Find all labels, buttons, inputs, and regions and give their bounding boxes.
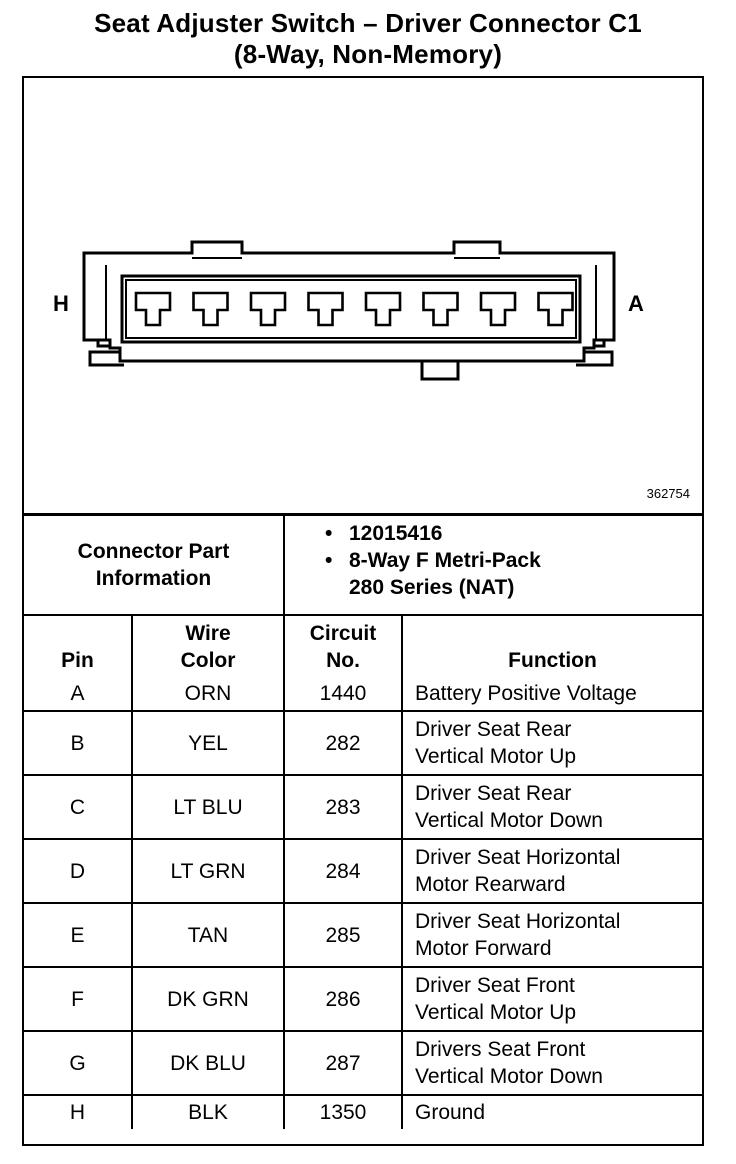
wire-color-cell: YEL: [132, 711, 284, 775]
pin-cell: D: [24, 839, 132, 903]
pin-rows: [24, 677, 702, 1129]
pin-cell: F: [24, 967, 132, 1031]
function-cell: [402, 711, 702, 775]
pin-cell: B: [24, 711, 132, 775]
connector-bottom-key: [422, 361, 458, 379]
table-header-row: [24, 615, 702, 677]
connector-info-values: [284, 516, 702, 615]
function-line-1: Driver Seat Front: [415, 974, 575, 997]
circuit-cell: 284: [284, 839, 402, 903]
pin-cell: A: [24, 677, 132, 711]
header-function: Function: [402, 615, 702, 677]
table-row: [24, 839, 702, 903]
function-line-1: Driver Seat Horizontal: [415, 846, 621, 869]
title-line-1: Seat Adjuster Switch – Driver Connector C1: [94, 8, 642, 38]
circuit-cell: 286: [284, 967, 402, 1031]
function-line-1: Driver Seat Rear: [415, 782, 572, 805]
connector-info-row: [24, 516, 702, 615]
connector-part-number: • 12015416: [325, 522, 443, 545]
function-line-1: Driver Seat Horizontal: [415, 910, 621, 933]
header-wire-color: Wire Color: [132, 615, 284, 677]
connector-type: • 8-Way F Metri-Pack: [325, 549, 541, 572]
pin-end-label-right: A: [628, 291, 644, 316]
wire-color-cell: LT BLU: [132, 775, 284, 839]
table-row: [24, 903, 702, 967]
table-row: [24, 1095, 702, 1129]
function-cell: [402, 775, 702, 839]
header-circuit-no: Circuit No.: [284, 615, 402, 677]
function-line-2: Vertical Motor Up: [415, 1001, 577, 1024]
connector-info-label-line-2: Information: [95, 567, 212, 590]
function-line-1: Battery Positive Voltage: [415, 682, 637, 705]
connector-face-drawing: [24, 78, 702, 513]
function-cell: [402, 967, 702, 1031]
function-cell: [402, 677, 702, 711]
pin-end-label-left: H: [53, 291, 69, 316]
function-line-2: Vertical Motor Down: [415, 809, 603, 832]
table-row: [24, 775, 702, 839]
table-row: [24, 711, 702, 775]
connector-sheet: [22, 76, 704, 1146]
pin-cell: H: [24, 1095, 132, 1129]
wire-color-cell: BLK: [132, 1095, 284, 1129]
function-line-1: Ground: [415, 1101, 486, 1124]
circuit-cell: 285: [284, 903, 402, 967]
header-pin: Pin: [24, 615, 132, 677]
function-cell: [402, 1095, 702, 1129]
table-row: [24, 677, 702, 711]
connector-info-label: [24, 516, 284, 615]
circuit-cell: 1440: [284, 677, 402, 711]
figure-number: 362754: [646, 486, 690, 501]
wire-color-cell: ORN: [132, 677, 284, 711]
pin-cell: E: [24, 903, 132, 967]
connector-series: 280 Series (NAT): [349, 576, 515, 599]
function-line-2: Motor Forward: [415, 937, 552, 960]
connector-diagram: [24, 78, 702, 516]
circuit-cell: 283: [284, 775, 402, 839]
circuit-cell: 1350: [284, 1095, 402, 1129]
circuit-cell: 282: [284, 711, 402, 775]
wire-color-cell: DK GRN: [132, 967, 284, 1031]
circuit-cell: 287: [284, 1031, 402, 1095]
connector-info-label-line-1: Connector Part: [77, 540, 230, 563]
table-row: [24, 1031, 702, 1095]
pin-cell: G: [24, 1031, 132, 1095]
connector-table: [24, 516, 702, 1129]
function-line-1: Driver Seat Rear: [415, 718, 572, 741]
function-line-1: Drivers Seat Front: [415, 1038, 586, 1061]
pin-cell: C: [24, 775, 132, 839]
function-cell: [402, 903, 702, 967]
wire-color-cell: DK BLU: [132, 1031, 284, 1095]
function-cell: [402, 839, 702, 903]
function-line-2: Motor Rearward: [415, 873, 566, 896]
table-row: [24, 967, 702, 1031]
function-line-2: Vertical Motor Down: [415, 1065, 603, 1088]
title-line-2: (8-Way, Non-Memory): [233, 39, 503, 69]
wire-color-cell: TAN: [132, 903, 284, 967]
wire-color-cell: LT GRN: [132, 839, 284, 903]
function-line-2: Vertical Motor Up: [415, 745, 577, 768]
page-title: [0, 8, 736, 70]
function-cell: [402, 1031, 702, 1095]
